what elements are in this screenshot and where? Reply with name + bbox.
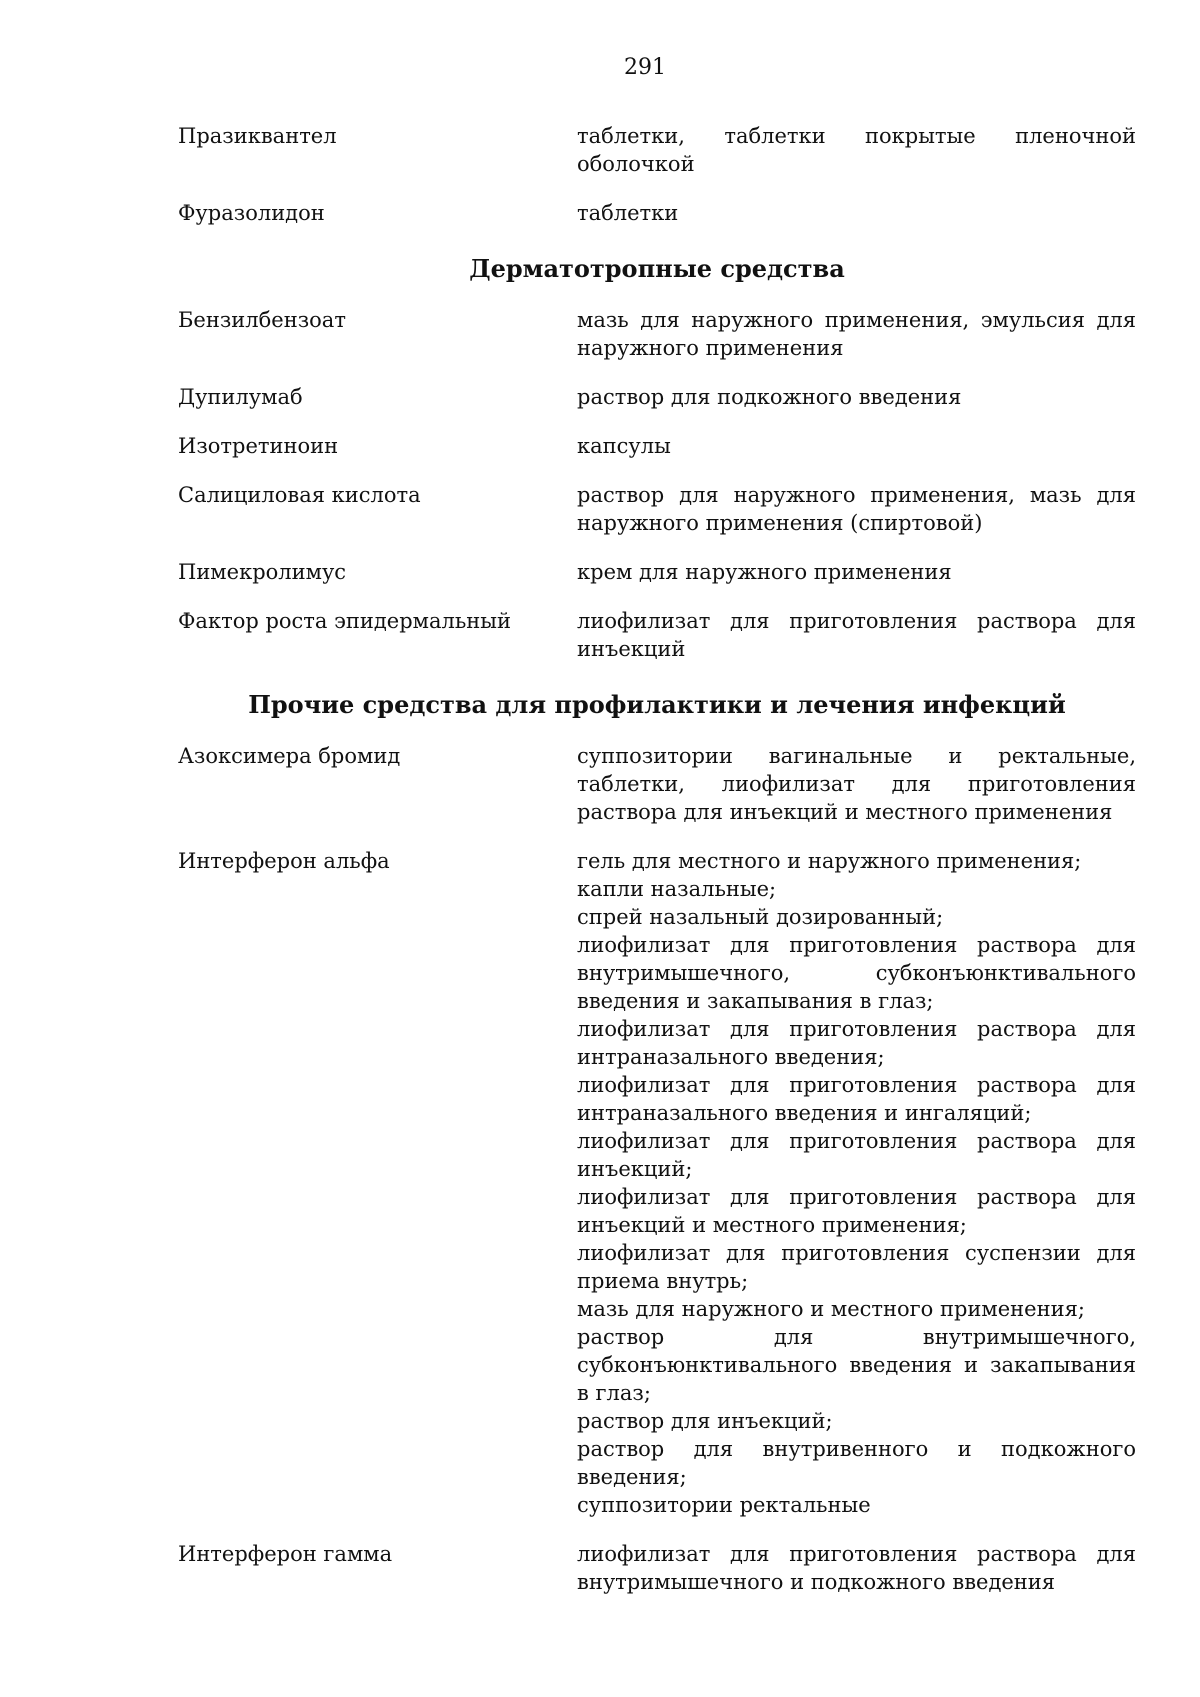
- dosage-form: лиофилизат для приготовления раствора для внутримышечного и подкожного введения: [577, 1542, 1136, 1594]
- drug-name: Дупилумаб: [178, 385, 303, 409]
- drug-name: Интерферон гамма: [178, 1542, 393, 1566]
- dosage-forms: [577, 199, 1136, 227]
- drug-name: Интерферон альфа: [178, 849, 390, 873]
- drug-name: Азоксимера бромид: [178, 744, 401, 768]
- drug-name: Фуразолидон: [178, 201, 325, 225]
- drug-row: [178, 742, 1136, 826]
- dosage-forms: [577, 481, 1136, 537]
- drug-name: Празиквантел: [178, 124, 337, 148]
- dosage-form: лиофилизат для приготовления раствора для интраназального введения;: [577, 1017, 1136, 1069]
- section-heading: Дерматотропные средства: [469, 254, 845, 283]
- dosage-form: лиофилизат для приготовления раствора для инъекций;: [577, 1129, 1136, 1181]
- drug-row: [178, 432, 1136, 460]
- dosage-forms: [577, 432, 1136, 460]
- section: [178, 690, 1136, 1596]
- dosage-form: раствор для наружного применения, мазь для наружного применения (спиртовой): [577, 483, 1136, 535]
- dosage-forms: [577, 383, 1136, 411]
- dosage-form: капли назальные;: [577, 877, 777, 901]
- drug-name: Фактор роста эпидермальный: [178, 609, 512, 633]
- dosage-form: мазь для наружного применения, эмульсия для наружного применения: [577, 308, 1136, 360]
- drug-row: [178, 558, 1136, 586]
- drug-row: [178, 1540, 1136, 1596]
- section: [178, 254, 1136, 663]
- dosage-form: крем для наружного применения: [577, 560, 952, 584]
- dosage-forms: [577, 1540, 1136, 1596]
- dosage-form: раствор для внутримышечного, субконъюнктивального введения и закапывания в глаз;: [577, 1325, 1136, 1405]
- dosage-forms: [577, 607, 1136, 663]
- drug-name: Бензилбензоат: [178, 308, 346, 332]
- drug-row: [178, 199, 1136, 227]
- drug-name: Салициловая кислота: [178, 483, 421, 507]
- dosage-form: лиофилизат для приготовления раствора для внутримышечного, субконъюнктивального введения и закапывания в глаз;: [577, 933, 1136, 1013]
- drug-row: [178, 383, 1136, 411]
- drug-name: Пимекролимус: [178, 560, 347, 584]
- drug-row: [178, 607, 1136, 663]
- drug-list: [178, 122, 1136, 1617]
- dosage-form: лиофилизат для приготовления суспензии для приема внутрь;: [577, 1241, 1136, 1293]
- drug-row: [178, 847, 1136, 1519]
- drug-row: [178, 306, 1136, 362]
- dosage-forms: [577, 847, 1136, 1519]
- dosage-form: лиофилизат для приготовления раствора для инъекций: [577, 609, 1136, 661]
- dosage-form: лиофилизат для приготовления раствора для инъекций и местного применения;: [577, 1185, 1136, 1237]
- dosage-form: раствор для инъекций;: [577, 1409, 833, 1433]
- dosage-form: суппозитории ректальные: [577, 1493, 871, 1517]
- dosage-form: суппозитории вагинальные и ректальные, таблетки, лиофилизат для приготовления раствора для инъекций и местного применения: [577, 744, 1136, 824]
- section-heading: Прочие средства для профилактики и лечения инфекций: [248, 690, 1066, 719]
- dosage-form: мазь для наружного и местного применения;: [577, 1297, 1085, 1321]
- drug-name: Изотретиноин: [178, 434, 339, 458]
- section: [178, 122, 1136, 227]
- dosage-forms: [577, 742, 1136, 826]
- page-number: 291: [624, 55, 666, 80]
- dosage-form: таблетки, таблетки покрытые пленочной оболочкой: [577, 124, 1136, 176]
- dosage-form: раствор для подкожного введения: [577, 385, 962, 409]
- drug-row: [178, 122, 1136, 178]
- dosage-form: лиофилизат для приготовления раствора для интраназального введения и ингаляций;: [577, 1073, 1136, 1125]
- dosage-form: таблетки: [577, 201, 679, 225]
- dosage-forms: [577, 122, 1136, 178]
- dosage-forms: [577, 306, 1136, 362]
- dosage-form: гель для местного и наружного применения;: [577, 849, 1082, 873]
- drug-row: [178, 481, 1136, 537]
- dosage-forms: [577, 558, 1136, 586]
- dosage-form: капсулы: [577, 434, 671, 458]
- dosage-form: спрей назальный дозированный;: [577, 905, 944, 929]
- dosage-form: раствор для внутривенного и подкожного введения;: [577, 1437, 1136, 1489]
